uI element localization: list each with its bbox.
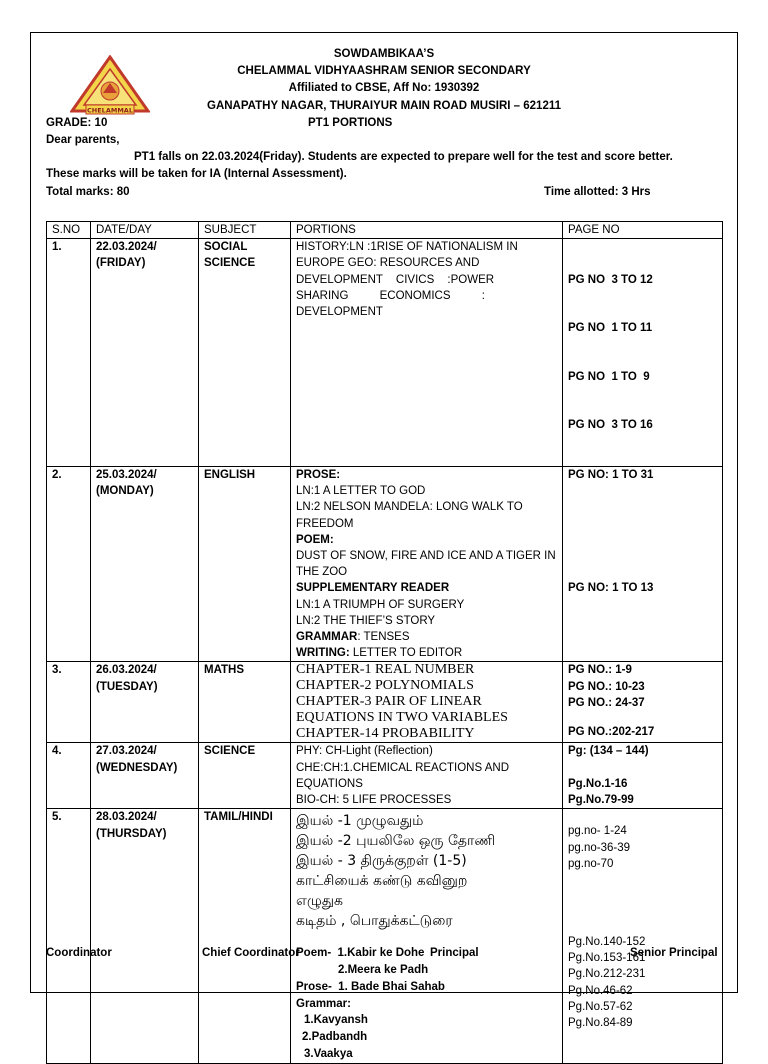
portion-line: HISTORY:LN :1RISE OF NATIONALISM IN <box>296 241 518 254</box>
notice-line-1: PT1 falls on 22.03.2024(Friday). Students are expected to prepare well for the test and score better. <box>134 151 673 163</box>
day: (THURSDAY) <box>96 827 167 840</box>
page-range: Pg.No.46-62 <box>568 984 633 997</box>
header-page: PAGE NO <box>563 222 723 239</box>
portion-line <box>296 645 557 661</box>
sno-cell: 1. <box>47 239 91 467</box>
signature-principal: Principal <box>430 947 479 959</box>
portion-line: CHAPTER-3 PAIR OF LINEAR <box>296 694 482 710</box>
page-range: PG NO: 1 TO 31 <box>568 469 654 482</box>
portions-cell <box>291 743 563 809</box>
writing-text: LETTER TO EDITOR <box>349 647 463 660</box>
section-heading: PROSE: <box>296 469 341 482</box>
header-sno: S.NO <box>47 222 91 239</box>
tamil-portions <box>296 809 557 931</box>
portion-line: SHARING ECONOMICS : <box>296 289 485 302</box>
page-cell <box>563 467 723 662</box>
tamil-pages <box>568 809 717 872</box>
portion-line: LN:1 A TRIUMPH OF SURGERY <box>296 598 465 611</box>
date-cell <box>91 467 199 662</box>
day: (MONDAY) <box>96 485 154 498</box>
page-range: PG NO 3 TO 12 <box>568 273 653 286</box>
table-header-row <box>47 222 723 239</box>
subject-cell: ENGLISH <box>199 467 291 662</box>
page-range: PG NO.:202-217 <box>568 726 655 739</box>
page-range: pg.no-36-39 <box>568 841 631 854</box>
portion-line: LN:1 A LETTER TO GOD <box>296 485 426 498</box>
page-range: PG NO 1 TO 9 <box>568 370 650 383</box>
portion-line: 2.Meera ke Padh <box>338 964 429 977</box>
date-cell <box>91 662 199 743</box>
portion-line: காட்சியைக் கண்டு கவினுற <box>296 873 468 890</box>
portion-line: CHAPTER-1 REAL NUMBER <box>296 662 475 678</box>
greeting: Dear parents, <box>46 134 120 146</box>
subject: SCIENCE <box>204 257 256 270</box>
day: (WEDNESDAY) <box>96 761 178 774</box>
time-allotted: Time allotted: 3 Hrs <box>544 186 651 198</box>
portion-line: THE ZOO <box>296 566 348 579</box>
page-range: Pg.No.57-62 <box>568 1000 633 1013</box>
subject: SOCIAL <box>204 241 248 254</box>
header-date: DATE/DAY <box>91 222 199 239</box>
table-row <box>47 239 723 467</box>
total-marks: Total marks: 80 <box>46 186 130 198</box>
section-heading: SUPPLEMENTARY READER <box>296 582 450 595</box>
day: (TUESDAY) <box>96 680 158 693</box>
writing-heading: WRITING: <box>296 647 350 660</box>
portions-cell <box>291 467 563 662</box>
page-cell <box>563 662 723 743</box>
school-header-line1: SOWDAMBIKAA’S <box>333 48 435 60</box>
subject-cell: MATHS <box>199 662 291 743</box>
portion-line: இயல் -1 முழுவதும் <box>296 813 424 830</box>
page-range: PG NO 3 TO 16 <box>568 419 653 432</box>
portion-line: EQUATIONS IN TWO VARIABLES <box>296 710 508 726</box>
portion-line: இயல் - 3 திருக்குறள் (1-5) <box>296 853 467 870</box>
portion-line: கடிதம் , பொதுக்கட்டுரை <box>296 913 453 930</box>
subject-cell: TAMIL/HINDI <box>199 809 291 1064</box>
table-row <box>47 467 723 662</box>
portions-cell <box>291 809 563 1064</box>
portion-line: 2.Padbandh <box>302 1031 368 1044</box>
table-row <box>47 809 723 1064</box>
portion-line: FREEDOM <box>296 517 354 530</box>
portion-line: எழுதுக <box>296 893 343 910</box>
portion-line: 1.Kavyansh <box>304 1014 368 1027</box>
portion-line: PHY: CH-Light (Reflection) <box>296 745 433 758</box>
portion-line: LN:2 NELSON MANDELA: LONG WALK TO <box>296 501 523 514</box>
portion-line: இயல் -2 புயலிலே ஒரு தோணி <box>296 833 496 850</box>
table-row <box>47 743 723 809</box>
sno-cell: 3. <box>47 662 91 743</box>
svg-text:CHELAMMAL: CHELAMMAL <box>87 106 133 115</box>
date: 25.03.2024/ <box>96 469 157 482</box>
date: 28.03.2024/ <box>96 811 157 824</box>
page-range: Pg.No.140-152 <box>568 935 646 948</box>
page-range: pg.no- 1-24 <box>568 825 627 838</box>
day: (FRIDAY) <box>96 257 146 270</box>
signature-chief-coordinator: Chief Coordinator <box>202 947 300 959</box>
page-range: Pg.No.84-89 <box>568 1016 633 1029</box>
exam-title: PT1 PORTIONS <box>308 117 393 129</box>
portion-line: EQUATIONS <box>296 777 363 790</box>
page-range: PG NO 1 TO 11 <box>568 322 653 335</box>
portion-line: 3.Vaakya <box>304 1048 353 1061</box>
date-cell <box>91 743 199 809</box>
page-cell <box>563 743 723 809</box>
portion-line: CHAPTER-14 PROBABILITY <box>296 726 475 742</box>
portions-table <box>46 221 723 1064</box>
date: 22.03.2024/ <box>96 241 157 254</box>
signature-coordinator: Coordinator <box>46 947 112 959</box>
portion-line: EUROPE GEO: RESOURCES AND <box>296 257 480 270</box>
school-name: CHELAMMAL VIDHYAASHRAM SENIOR SECONDARY <box>237 65 531 77</box>
header-portions: PORTIONS <box>291 222 563 239</box>
portion-line <box>296 629 557 645</box>
page-range: PG NO.: 1-9 <box>568 664 632 677</box>
page-range: PG NO.: 10-23 <box>568 680 645 693</box>
portions-cell <box>291 239 563 467</box>
page-range: PG NO.: 24-37 <box>568 696 645 709</box>
hindi-portions <box>296 945 557 1063</box>
address: GANAPATHY NAGAR, THURAIYUR MAIN ROAD MUSIRI – 621211 <box>207 100 561 112</box>
page-range: pg.no-70 <box>568 857 614 870</box>
page-range: Pg: (134 – 144) <box>568 745 649 758</box>
grammar-heading: GRAMMAR <box>296 631 358 644</box>
section-heading: POEM: <box>296 533 334 546</box>
page-range: Pg.No.79-99 <box>568 793 634 806</box>
portions-cell <box>291 662 563 743</box>
page-range: PG NO: 1 TO 13 <box>568 582 654 595</box>
table-row <box>47 662 723 743</box>
grammar-text: : TENSES <box>357 631 410 644</box>
portion-line: CHAPTER-2 POLYNOMIALS <box>296 678 474 694</box>
portion-line: Prose- 1. Bade Bhai Sahab <box>296 980 445 993</box>
spacer <box>296 931 557 945</box>
portion-line: CHE:CH:1.CHEMICAL REACTIONS AND <box>296 761 509 774</box>
sno-cell: 4. <box>47 743 91 809</box>
grade-label: GRADE: 10 <box>46 117 108 129</box>
page-range: Pg.No.212-231 <box>568 968 646 981</box>
spacer <box>568 760 717 776</box>
date-cell <box>91 809 199 1064</box>
date-cell <box>91 239 199 467</box>
subject-cell <box>199 239 291 467</box>
affiliation: Affiliated to CBSE, Aff No: 1930392 <box>288 82 480 94</box>
spacer <box>568 483 717 580</box>
spacer <box>568 872 717 934</box>
portion-line: Grammar: <box>296 997 351 1010</box>
portion-line: DEVELOPMENT <box>296 306 383 319</box>
subject-cell: SCIENCE <box>199 743 291 809</box>
portion-line: LN:2 THE THIEF’S STORY <box>296 614 436 627</box>
portion-line: DEVELOPMENT CIVICS :POWER <box>296 273 495 286</box>
page-range: Pg.No.153-161 <box>568 952 646 965</box>
notice-line-2: These marks will be taken for IA (Internal Assessment). <box>46 168 347 180</box>
sno-cell: 2. <box>47 467 91 662</box>
header-subject: SUBJECT <box>199 222 291 239</box>
page-range: Pg.No.1-16 <box>568 777 628 790</box>
portion-line: BIO-CH: 5 LIFE PROCESSES <box>296 794 452 807</box>
portion-line: Poem- 1.Kabir ke Dohe <box>296 947 425 960</box>
date: 27.03.2024/ <box>96 745 157 758</box>
page-cell <box>563 809 723 1064</box>
date: 26.03.2024/ <box>96 664 157 677</box>
signature-senior-principal: Senior Principal <box>630 947 718 959</box>
portion-line: DUST OF SNOW, FIRE AND ICE AND A TIGER IN <box>296 550 556 563</box>
sno-cell: 5. <box>47 809 91 1064</box>
page-cell <box>563 239 723 467</box>
